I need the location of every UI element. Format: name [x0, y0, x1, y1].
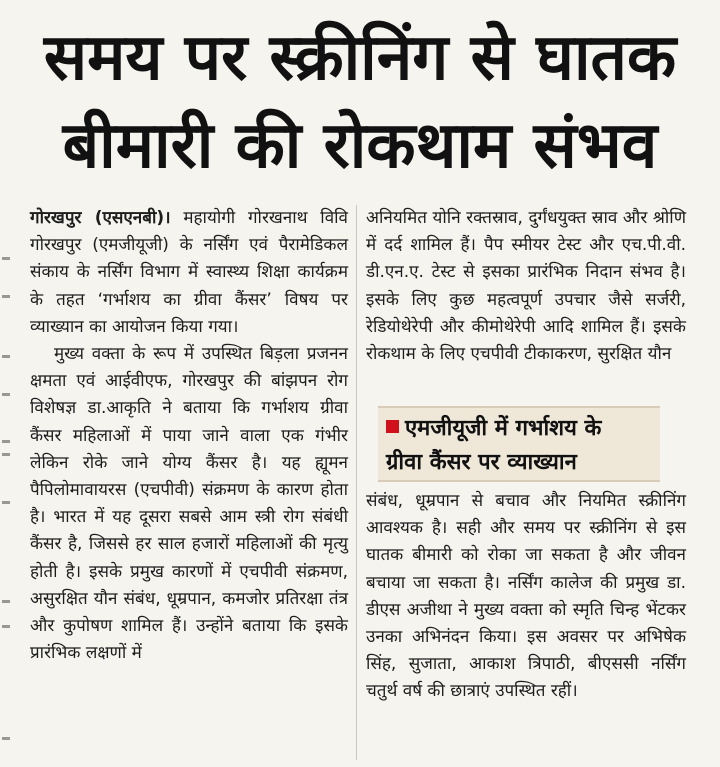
article-column-left [30, 205, 348, 667]
margin-mark [2, 355, 10, 358]
margin-mark [2, 257, 10, 260]
margin-mark [2, 453, 10, 456]
headline [0, 0, 720, 200]
article-paragraph-1 [30, 205, 348, 341]
headline-line-1: समय पर स्क्रीनिंग से घातक [43, 21, 677, 95]
column-divider [356, 205, 357, 760]
paragraph-1-body: महायोगी गोरखनाथ विवि गोरखपुर (एमजीयूजी) के नर्सिंग एवं पैरामेडिकल संकाय के नर्सिंग विभाग में स्वास्थ्य शिक्षा कार्यक्रम के तहत ‘गर्भाशय का ग्रीवा कैंसर’ विषय पर व्याख्यान का आयोजन किया गया। [30, 208, 349, 337]
margin-mark [2, 625, 10, 628]
pullquote-line-1 [386, 412, 652, 446]
article-paragraph-4: संबंध, धूम्रपान से बचाव और नियमित स्क्रीनिंग आवश्यक है। सही और समय पर स्क्रीनिंग से इस घातक बीमारी को रोका जा सकता है और जीवन बचाया जा सकता है। नर्सिंग कालेज की प्रमुख डा. डीएस अजीथा ने मुख्य वक्ता को स्मृति चिन्ह भेंटकर उनका अभिनंदन किया। इस अवसर पर अभिषेक सिंह, सुजाता, आकाश त्रिपाठी, बीएससी नर्सिंग चतुर्थ वर्ष की छात्राएं उपस्थित रहीं। [366, 491, 686, 702]
margin-mark [2, 393, 10, 396]
article-paragraph-2: मुख्य वक्ता के रूप में उपस्थित बिड़ला प्रजनन क्षमता एवं आईवीएफ, गोरखपुर की बांझपन रोग विशेषज्ञ डा.आकृति ने बताया कि गर्भाशय ग्रीवा कैंसर महिलाओं में पाया जाने वाला एक गंभीर लेकिन रोके जाने योग्य कैंसर है। यह ह्यूमन पैपिलोमावायरस (एचपीवी) संक्रमण के कारण होता है। भारत में यह दूसरा सबसे आम स्त्री रोग संबंधी कैंसर है, जिससे हर साल हजारों महिलाओं की मृत्यु होती है। इसके प्रमुख कारणों में एचपीवी संक्रमण, असुरक्षित यौन संबंध, धूम्रपान, कमजोर प्रतिरक्षा तंत्र और कुपोषण शामिल हैं। उन्होंने बताया कि इसके प्रारंभिक लक्षणों में [30, 344, 348, 664]
margin-mark [2, 440, 10, 443]
red-square-bullet-icon [386, 420, 399, 433]
margin-mark [2, 501, 10, 504]
margin-mark [2, 295, 10, 298]
left-margin-marks [2, 205, 18, 760]
dateline: गोरखपुर (एसएनबी)। [30, 208, 171, 228]
article-column-right-top [366, 205, 686, 368]
headline-line-2: बीमारी की रोकथाम संभव [62, 109, 658, 183]
pullquote-text-1: एमजीयूजी में गर्भाशय के [405, 416, 602, 441]
pullquote-box [378, 406, 660, 482]
margin-mark [2, 600, 10, 603]
margin-mark [2, 737, 10, 740]
article-paragraph-3: अनियमित योनि रक्तस्राव, दुर्गंधयुक्त स्राव और श्रोणि में दर्द शामिल हैं। पैप स्मीयर टेस्ट और एच.पी.वी. डी.एन.ए. टेस्ट से इसका प्रारंभिक निदान संभव है। इसके लिए कुछ महत्वपूर्ण उपचार जैसे सर्जरी, रेडियोथेरेपी और कीमोथेरेपी आदि शामिल हैं। इसके रोकथाम के लिए एचपीवी टीकाकरण, सुरक्षित यौन [366, 208, 686, 365]
article-column-right-bottom [366, 488, 686, 706]
pullquote-line-2: ग्रीवा कैंसर पर व्याख्यान [386, 450, 577, 475]
